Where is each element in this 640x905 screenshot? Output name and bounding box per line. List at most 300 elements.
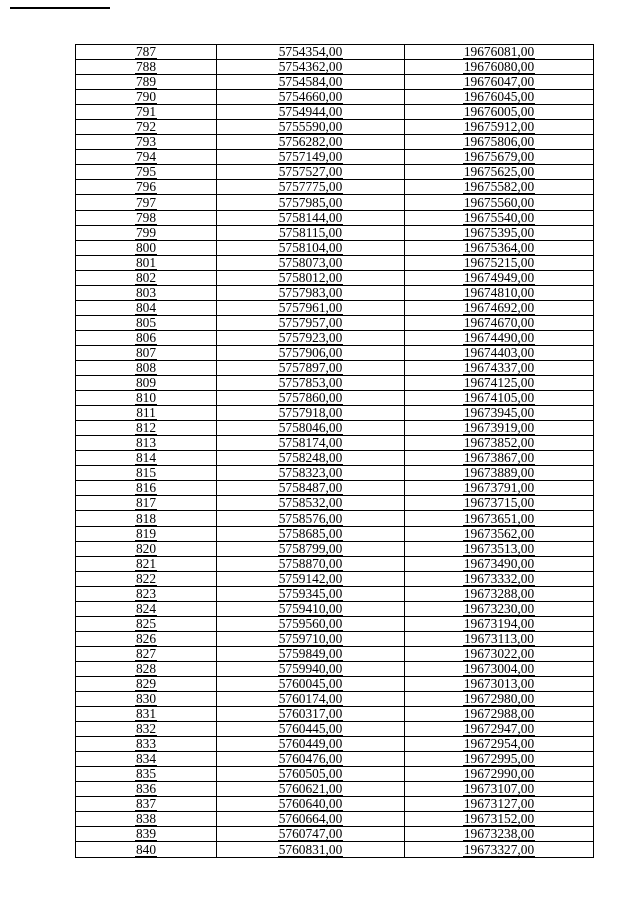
- y-coordinate-cell: [405, 631, 594, 646]
- cell-text: 5757985,00: [278, 194, 343, 210]
- table-row: [76, 135, 594, 150]
- table-row: [76, 767, 594, 782]
- cell-text: 5757923,00: [278, 330, 343, 345]
- table-row: [76, 105, 594, 120]
- x-coordinate-cell: [217, 285, 405, 300]
- cell-text: 19673113,00: [464, 631, 534, 646]
- cell-text: 805: [135, 315, 157, 330]
- coordinates-table: [75, 44, 594, 858]
- point-number-cell: [76, 812, 217, 827]
- x-coordinate-cell: [217, 812, 405, 827]
- y-coordinate-cell: [405, 255, 594, 270]
- cell-text: 803: [135, 285, 157, 300]
- x-coordinate-cell: [217, 195, 405, 210]
- cell-text: 5759710,00: [278, 631, 343, 646]
- point-number-cell: [76, 556, 217, 571]
- table-row: [76, 812, 594, 827]
- x-coordinate-cell: [217, 345, 405, 360]
- cell-text: 5757957,00: [278, 315, 343, 330]
- cell-text: 5757906,00: [278, 345, 343, 360]
- cell-text: 19673715,00: [463, 495, 535, 511]
- cell-text: 788: [135, 59, 157, 75]
- table-row: [76, 60, 594, 75]
- cell-text: 19673490,00: [463, 556, 535, 571]
- cell-text: 826: [135, 631, 157, 646]
- point-number-cell: [76, 195, 217, 210]
- cell-text: 5760317,00: [278, 706, 343, 722]
- x-coordinate-cell: [217, 661, 405, 676]
- x-coordinate-cell: [217, 541, 405, 556]
- point-number-cell: [76, 90, 217, 105]
- point-number-cell: [76, 586, 217, 601]
- x-coordinate-cell: [217, 210, 405, 225]
- x-coordinate-cell: [217, 421, 405, 436]
- cell-text: 823: [135, 586, 157, 601]
- table-row: [76, 646, 594, 661]
- table-row: [76, 631, 594, 646]
- point-number-cell: [76, 270, 217, 285]
- x-coordinate-cell: [217, 165, 405, 180]
- point-number-cell: [76, 511, 217, 526]
- table-row: [76, 526, 594, 541]
- cell-text: 799: [135, 225, 157, 240]
- cell-text: 5755590,00: [278, 119, 343, 135]
- x-coordinate-cell: [217, 481, 405, 496]
- cell-text: 19673791,00: [463, 480, 535, 496]
- y-coordinate-cell: [405, 556, 594, 571]
- cell-text: 5759940,00: [278, 661, 343, 676]
- x-coordinate-cell: [217, 571, 405, 586]
- cell-text: 5756282,00: [278, 134, 343, 150]
- cell-text: 5754944,00: [278, 104, 343, 120]
- table-row: [76, 692, 594, 707]
- table-row: [76, 391, 594, 406]
- cell-text: 5758487,00: [278, 480, 343, 496]
- y-coordinate-cell: [405, 75, 594, 90]
- point-number-cell: [76, 571, 217, 586]
- cell-text: 19675912,00: [463, 119, 535, 135]
- point-number-cell: [76, 45, 217, 60]
- cell-text: 791: [135, 104, 157, 120]
- x-coordinate-cell: [217, 180, 405, 195]
- table-row: [76, 752, 594, 767]
- cell-text: 795: [135, 164, 157, 180]
- y-coordinate-cell: [405, 571, 594, 586]
- cell-text: 5757897,00: [278, 360, 343, 376]
- point-number-cell: [76, 120, 217, 135]
- cell-text: 833: [135, 736, 157, 752]
- cell-text: 5758576,00: [278, 510, 343, 526]
- y-coordinate-cell: [405, 330, 594, 345]
- cell-text: 19674403,00: [463, 345, 535, 360]
- point-number-cell: [76, 180, 217, 195]
- y-coordinate-cell: [405, 120, 594, 135]
- table-row: [76, 120, 594, 135]
- point-number-cell: [76, 481, 217, 496]
- cell-text: 19672954,00: [463, 736, 535, 752]
- cell-text: 796: [135, 179, 157, 195]
- cell-text: 5758115,00: [278, 225, 343, 240]
- cell-text: 819: [135, 526, 157, 541]
- cell-text: 816: [135, 480, 157, 496]
- cell-text: 19676080,00: [463, 59, 535, 75]
- x-coordinate-cell: [217, 842, 405, 857]
- x-coordinate-cell: [217, 330, 405, 345]
- cell-text: 5760445,00: [278, 721, 343, 737]
- y-coordinate-cell: [405, 692, 594, 707]
- table-row: [76, 722, 594, 737]
- x-coordinate-cell: [217, 827, 405, 842]
- y-coordinate-cell: [405, 842, 594, 857]
- cell-text: 5759410,00: [278, 601, 343, 616]
- point-number-cell: [76, 240, 217, 255]
- cell-text: 5758799,00: [278, 541, 343, 556]
- cell-text: 19673889,00: [463, 465, 535, 481]
- cell-text: 5754354,00: [278, 44, 343, 60]
- y-coordinate-cell: [405, 812, 594, 827]
- y-coordinate-cell: [405, 737, 594, 752]
- cell-text: 837: [135, 796, 157, 812]
- x-coordinate-cell: [217, 45, 405, 60]
- table-row: [76, 376, 594, 391]
- point-number-cell: [76, 150, 217, 165]
- x-coordinate-cell: [217, 722, 405, 737]
- cell-text: 5757961,00: [278, 300, 343, 315]
- cell-text: 806: [135, 330, 157, 345]
- y-coordinate-cell: [405, 376, 594, 391]
- cell-text: 19675395,00: [463, 225, 535, 240]
- table-row: [76, 737, 594, 752]
- cell-text: 5759142,00: [278, 571, 343, 586]
- cell-text: 19672947,00: [463, 721, 535, 737]
- cell-text: 19675582,00: [463, 179, 535, 195]
- y-coordinate-cell: [405, 180, 594, 195]
- cell-text: 19675540,00: [463, 210, 535, 225]
- table-row: [76, 240, 594, 255]
- y-coordinate-cell: [405, 541, 594, 556]
- point-number-cell: [76, 75, 217, 90]
- table-row: [76, 827, 594, 842]
- cell-text: 814: [135, 450, 157, 466]
- x-coordinate-cell: [217, 752, 405, 767]
- table-row: [76, 180, 594, 195]
- cell-text: 5754584,00: [278, 74, 343, 90]
- y-coordinate-cell: [405, 466, 594, 481]
- y-coordinate-cell: [405, 526, 594, 541]
- x-coordinate-cell: [217, 75, 405, 90]
- point-number-cell: [76, 285, 217, 300]
- header-rule: [10, 7, 110, 9]
- point-number-cell: [76, 676, 217, 691]
- y-coordinate-cell: [405, 105, 594, 120]
- cell-text: 5758870,00: [278, 556, 343, 571]
- cell-text: 19673513,00: [463, 541, 535, 556]
- x-coordinate-cell: [217, 406, 405, 421]
- y-coordinate-cell: [405, 285, 594, 300]
- cell-text: 813: [135, 435, 157, 451]
- x-coordinate-cell: [217, 270, 405, 285]
- cell-text: 832: [135, 721, 157, 737]
- cell-text: 5754362,00: [278, 59, 343, 75]
- cell-text: 821: [135, 556, 157, 571]
- table-row: [76, 842, 594, 857]
- cell-text: 19672995,00: [463, 751, 535, 767]
- cell-text: 5758073,00: [278, 255, 343, 270]
- table-row: [76, 707, 594, 722]
- cell-text: 19673332,00: [463, 571, 535, 586]
- cell-text: 5760476,00: [278, 751, 343, 767]
- cell-text: 5760449,00: [278, 736, 343, 752]
- table-row: [76, 496, 594, 511]
- y-coordinate-cell: [405, 165, 594, 180]
- cell-text: 19673651,00: [463, 510, 535, 526]
- y-coordinate-cell: [405, 195, 594, 210]
- cell-text: 19674337,00: [463, 360, 535, 376]
- cell-text: 818: [135, 510, 157, 526]
- cell-text: 19673127,00: [463, 796, 535, 812]
- x-coordinate-cell: [217, 120, 405, 135]
- cell-text: 5760640,00: [278, 796, 343, 812]
- cell-text: 19674949,00: [463, 270, 535, 285]
- y-coordinate-cell: [405, 707, 594, 722]
- table-row: [76, 782, 594, 797]
- table-row: [76, 75, 594, 90]
- cell-text: 5760747,00: [278, 826, 343, 842]
- x-coordinate-cell: [217, 631, 405, 646]
- cell-text: 815: [135, 465, 157, 481]
- table-row: [76, 45, 594, 60]
- cell-text: 19674810,00: [463, 285, 535, 300]
- cell-text: 811: [136, 405, 156, 421]
- table-row: [76, 150, 594, 165]
- y-coordinate-cell: [405, 722, 594, 737]
- cell-text: 19673852,00: [463, 435, 535, 451]
- x-coordinate-cell: [217, 601, 405, 616]
- cell-text: 19673238,00: [463, 826, 535, 842]
- cell-text: 19676005,00: [463, 104, 535, 120]
- x-coordinate-cell: [217, 737, 405, 752]
- point-number-cell: [76, 315, 217, 330]
- cell-text: 19673288,00: [463, 586, 535, 601]
- table-row: [76, 270, 594, 285]
- cell-text: 797: [135, 194, 157, 210]
- y-coordinate-cell: [405, 135, 594, 150]
- table-row: [76, 345, 594, 360]
- x-coordinate-cell: [217, 692, 405, 707]
- cell-text: 19673152,00: [463, 811, 535, 827]
- cell-text: 5754660,00: [278, 89, 343, 105]
- x-coordinate-cell: [217, 707, 405, 722]
- cell-text: 19673004,00: [463, 661, 535, 676]
- cell-text: 19672990,00: [463, 766, 535, 782]
- cell-text: 19673562,00: [463, 526, 535, 541]
- x-coordinate-cell: [217, 391, 405, 406]
- point-number-cell: [76, 842, 217, 857]
- cell-text: 5757149,00: [278, 149, 343, 165]
- y-coordinate-cell: [405, 496, 594, 511]
- y-coordinate-cell: [405, 436, 594, 451]
- y-coordinate-cell: [405, 646, 594, 661]
- table-row: [76, 556, 594, 571]
- x-coordinate-cell: [217, 526, 405, 541]
- cell-text: 804: [135, 300, 157, 315]
- cell-text: 830: [135, 691, 157, 707]
- cell-text: 19673194,00: [463, 616, 535, 631]
- point-number-cell: [76, 451, 217, 466]
- point-number-cell: [76, 661, 217, 676]
- y-coordinate-cell: [405, 315, 594, 330]
- cell-text: 820: [135, 541, 157, 556]
- point-number-cell: [76, 541, 217, 556]
- table-row: [76, 661, 594, 676]
- table-row: [76, 195, 594, 210]
- point-number-cell: [76, 436, 217, 451]
- table-row: [76, 330, 594, 345]
- y-coordinate-cell: [405, 90, 594, 105]
- x-coordinate-cell: [217, 60, 405, 75]
- table-row: [76, 225, 594, 240]
- table-row: [76, 481, 594, 496]
- cell-text: 5758532,00: [278, 495, 343, 511]
- cell-text: 19672988,00: [463, 706, 535, 722]
- cell-text: 5757983,00: [278, 285, 343, 300]
- x-coordinate-cell: [217, 300, 405, 315]
- cell-text: 19675679,00: [463, 149, 535, 165]
- cell-text: 810: [135, 390, 157, 406]
- cell-text: 5757775,00: [278, 179, 343, 195]
- cell-text: 828: [135, 661, 157, 676]
- cell-text: 798: [135, 210, 157, 225]
- cell-text: 5758685,00: [278, 526, 343, 541]
- point-number-cell: [76, 707, 217, 722]
- cell-text: 19676047,00: [463, 74, 535, 90]
- cell-text: 19676045,00: [463, 89, 535, 105]
- point-number-cell: [76, 692, 217, 707]
- point-number-cell: [76, 210, 217, 225]
- cell-text: 827: [135, 646, 157, 661]
- y-coordinate-cell: [405, 752, 594, 767]
- y-coordinate-cell: [405, 60, 594, 75]
- cell-text: 5758104,00: [278, 240, 343, 255]
- y-coordinate-cell: [405, 360, 594, 375]
- y-coordinate-cell: [405, 270, 594, 285]
- point-number-cell: [76, 225, 217, 240]
- y-coordinate-cell: [405, 240, 594, 255]
- x-coordinate-cell: [217, 315, 405, 330]
- cell-text: 19674692,00: [463, 300, 535, 315]
- cell-text: 19675364,00: [463, 240, 535, 255]
- cell-text: 19672980,00: [463, 691, 535, 707]
- point-number-cell: [76, 646, 217, 661]
- x-coordinate-cell: [217, 451, 405, 466]
- y-coordinate-cell: [405, 481, 594, 496]
- point-number-cell: [76, 797, 217, 812]
- point-number-cell: [76, 345, 217, 360]
- cell-text: 5760621,00: [278, 781, 343, 797]
- point-number-cell: [76, 406, 217, 421]
- cell-text: 5760831,00: [278, 841, 343, 857]
- x-coordinate-cell: [217, 150, 405, 165]
- y-coordinate-cell: [405, 511, 594, 526]
- table-row: [76, 436, 594, 451]
- x-coordinate-cell: [217, 90, 405, 105]
- point-number-cell: [76, 782, 217, 797]
- point-number-cell: [76, 255, 217, 270]
- cell-text: 831: [135, 706, 157, 722]
- cell-text: 800: [135, 240, 157, 255]
- cell-text: 19674125,00: [463, 375, 535, 391]
- point-number-cell: [76, 496, 217, 511]
- table-row: [76, 406, 594, 421]
- cell-text: 839: [135, 826, 157, 842]
- cell-text: 5758174,00: [278, 435, 343, 451]
- table-row: [76, 616, 594, 631]
- y-coordinate-cell: [405, 345, 594, 360]
- y-coordinate-cell: [405, 225, 594, 240]
- cell-text: 825: [135, 616, 157, 631]
- cell-text: 19673022,00: [463, 646, 535, 661]
- point-number-cell: [76, 601, 217, 616]
- point-number-cell: [76, 526, 217, 541]
- coordinates-table-body: [76, 45, 594, 858]
- x-coordinate-cell: [217, 616, 405, 631]
- y-coordinate-cell: [405, 150, 594, 165]
- cell-text: 5757860,00: [278, 390, 343, 406]
- x-coordinate-cell: [217, 225, 405, 240]
- cell-text: 19673230,00: [463, 601, 535, 616]
- table-row: [76, 300, 594, 315]
- cell-text: 807: [135, 345, 157, 360]
- x-coordinate-cell: [217, 556, 405, 571]
- table-row: [76, 601, 594, 616]
- point-number-cell: [76, 616, 217, 631]
- y-coordinate-cell: [405, 601, 594, 616]
- cell-text: 19675625,00: [463, 164, 535, 180]
- point-number-cell: [76, 376, 217, 391]
- table-row: [76, 797, 594, 812]
- y-coordinate-cell: [405, 676, 594, 691]
- x-coordinate-cell: [217, 782, 405, 797]
- y-coordinate-cell: [405, 210, 594, 225]
- cell-text: 5758012,00: [278, 270, 343, 285]
- y-coordinate-cell: [405, 782, 594, 797]
- cell-text: 5758323,00: [278, 465, 343, 481]
- x-coordinate-cell: [217, 466, 405, 481]
- x-coordinate-cell: [217, 376, 405, 391]
- x-coordinate-cell: [217, 496, 405, 511]
- y-coordinate-cell: [405, 767, 594, 782]
- cell-text: 19674105,00: [463, 390, 535, 406]
- cell-text: 5760045,00: [278, 676, 343, 692]
- point-number-cell: [76, 360, 217, 375]
- x-coordinate-cell: [217, 676, 405, 691]
- cell-text: 5758144,00: [278, 210, 343, 225]
- table-row: [76, 541, 594, 556]
- cell-text: 829: [135, 676, 157, 692]
- cell-text: 19675560,00: [463, 194, 535, 210]
- table-row: [76, 466, 594, 481]
- cell-text: 19673945,00: [463, 405, 535, 421]
- cell-text: 836: [135, 781, 157, 797]
- x-coordinate-cell: [217, 436, 405, 451]
- cell-text: 5757853,00: [278, 375, 343, 391]
- point-number-cell: [76, 330, 217, 345]
- table-row: [76, 360, 594, 375]
- point-number-cell: [76, 105, 217, 120]
- x-coordinate-cell: [217, 255, 405, 270]
- cell-text: 19673327,00: [463, 841, 535, 857]
- y-coordinate-cell: [405, 797, 594, 812]
